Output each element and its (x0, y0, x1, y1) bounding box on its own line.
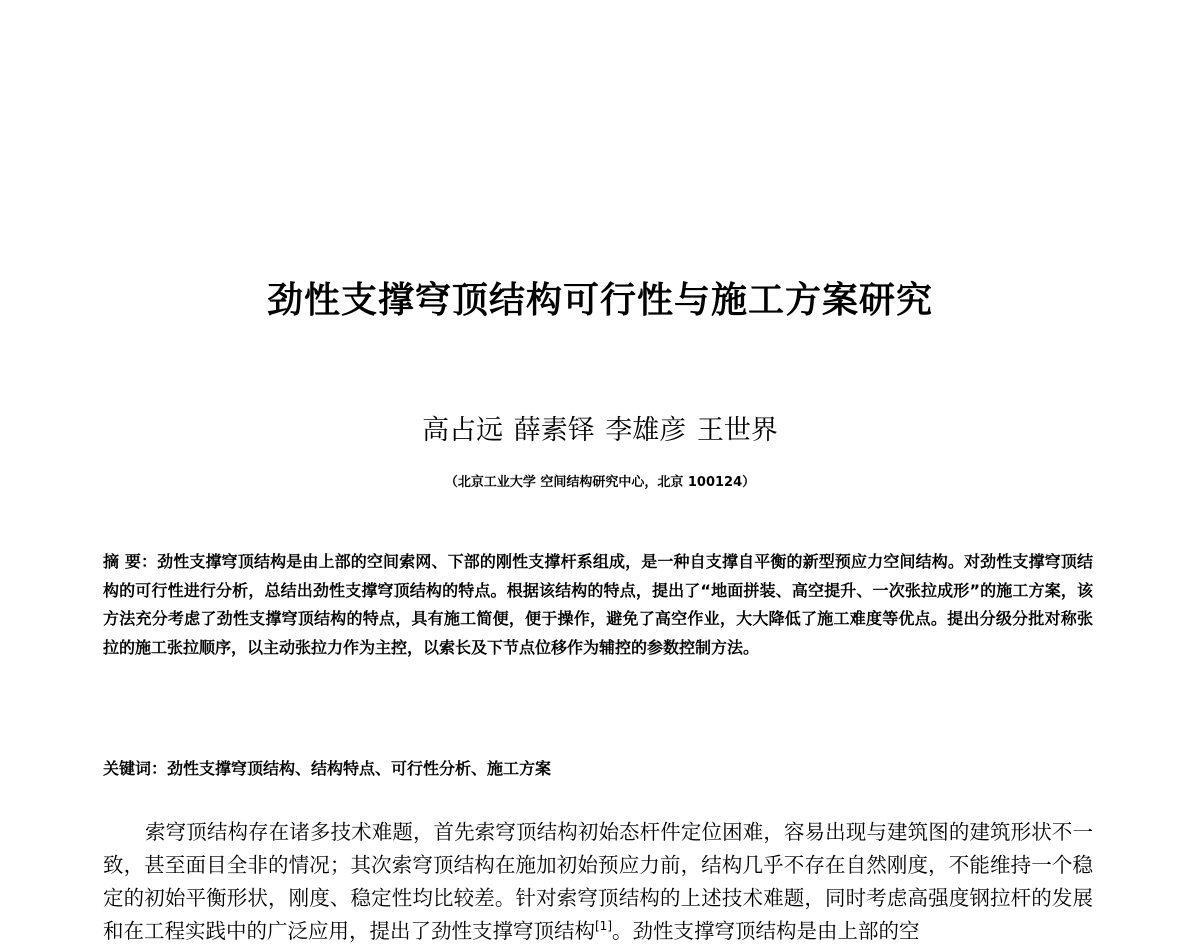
paper-title: 劲性支撑穹顶结构可行性与施工方案研究 (266, 280, 933, 321)
body-text-main: 索穹顶结构存在诸多技术难题，首先索穹顶结构初始态杆件定位困难，容易出现与建筑图的建筑形状不一致，甚至面目全非的情况；其次索穹顶结构在施加初始预应力前，结构几乎不存在自然刚度，不能维持一个稳定的初始平衡形状，刚度、稳定性均比较差。针对索穹顶结构的上述技术难题，同时考虑高强度钢拉杆的发展和在工程实践中的广泛应用，提出了劲性支撑穹顶结构 (103, 820, 1093, 943)
author-list: 高占远 薛素铎 李雄彦 王世界 (422, 415, 778, 446)
abstract-label: 摘 要： (103, 552, 158, 571)
citation-reference[interactable]: [1] (595, 919, 612, 934)
body-text-continued: 。劲性支撑穹顶结构是由上部的空 (612, 919, 920, 943)
keywords-line (103, 755, 1093, 783)
keywords-label: 关键词： (103, 759, 168, 778)
body-paragraph (103, 816, 1093, 948)
author-affiliation: （北京工业大学 空间结构研究中心，北京 100124） (444, 475, 756, 490)
abstract-text: 劲性支撑穹顶结构是由上部的空间索网、下部的刚性支撑杆系组成，是一种自支撑自平衡的新型预应力空间结构。对劲性支撑穹顶结构的可行性进行分析，总结出劲性支撑穹顶结构的特点。根据该结构的特点，提出了“地面拼装、高空提升、一次张拉成形”的施工方案，该方法充分考虑了劲性支撑穹顶结构的特点，具有施工简便，便于操作，避免了高空作业，大大降低了施工难度等优点。提出分级分批对称张拉的施工张拉顺序，以主动张拉力作为主控，以索长及下节点位移作为辅控的参数控制方法。 (103, 552, 1093, 657)
keywords-text: 劲性支撑穹顶结构、结构特点、可行性分析、施工方案 (167, 759, 552, 778)
abstract-paragraph (103, 548, 1093, 662)
